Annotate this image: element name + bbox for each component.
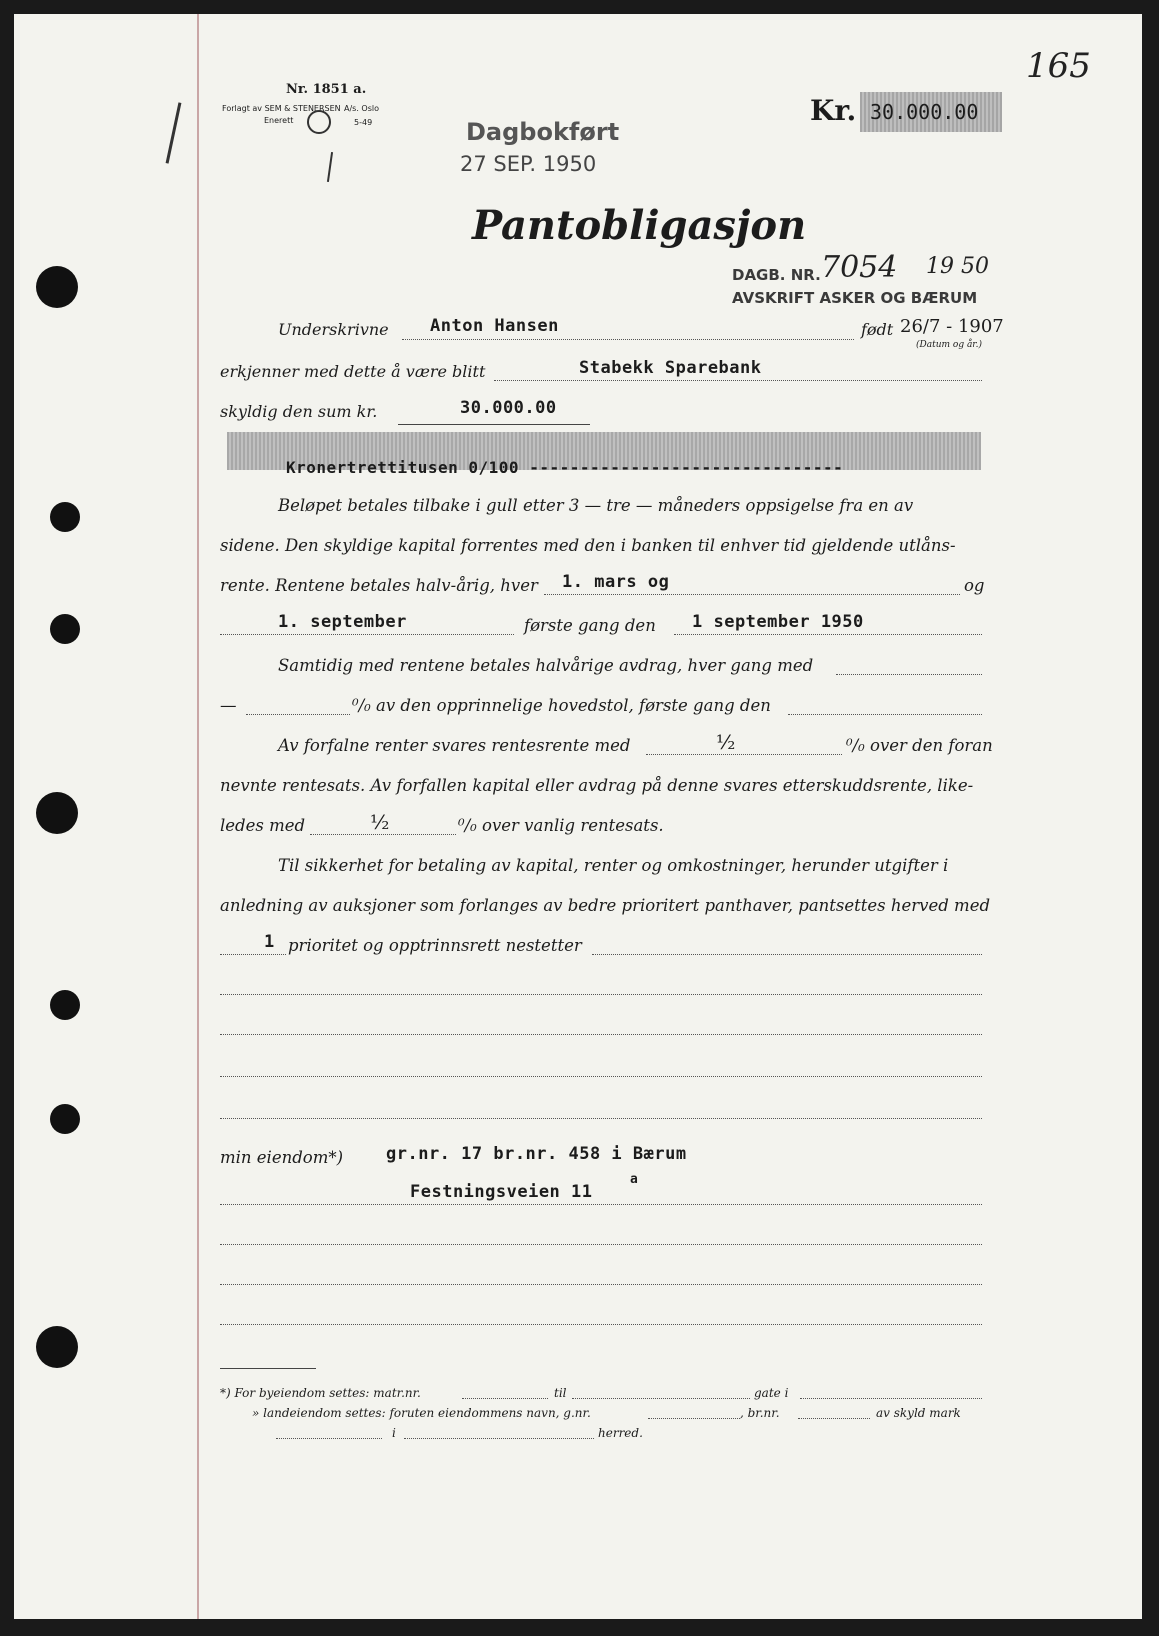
binder-hole [50, 502, 80, 532]
compound-rate-value: ½ [716, 730, 736, 754]
publisher-line: Forlagt av SEM & STENERSEN [222, 104, 341, 113]
text-line: Samtidig med rentene betales halvårige avdrag, hver gang med [278, 656, 814, 675]
publisher-date: 5-49 [354, 118, 373, 127]
footnote-fill [648, 1418, 740, 1419]
footnote-line-1c: gate i [754, 1386, 789, 1400]
text-line: Til sikkerhet for betaling av kapital, renter og omkostninger, herunder utgifter i [278, 856, 949, 875]
blank-line [220, 1324, 982, 1325]
text-line: Beløpet betales tilbake i gull etter 3 — tre — måneders oppsigelse fra en av [278, 496, 914, 515]
underskrivne-value: Anton Hansen [430, 316, 559, 336]
footnote-fill [800, 1398, 982, 1399]
property-line-2: Festningsveien 11 [410, 1182, 593, 1202]
footnote-fill [276, 1438, 382, 1439]
footnote-line-3b: herred. [598, 1426, 643, 1440]
text-line: Av forfalne renter svares rentesrente med [278, 736, 631, 755]
footnote-fill [404, 1438, 594, 1439]
installment-dash: — [220, 696, 237, 715]
footnote-fill [572, 1398, 750, 1399]
page-number: 165 [1026, 46, 1091, 86]
text-line: anledning av auksjoner som forlanges av bedre prioritert panthaver, pantsettes herved med [220, 896, 991, 915]
installment-line [836, 674, 982, 675]
late-rate-line [310, 834, 456, 835]
binder-hole [36, 266, 78, 308]
footnote-fill [462, 1398, 548, 1399]
blank-line [220, 1034, 982, 1035]
text-line: ledes med [220, 816, 306, 835]
footnote-line-3a: i [392, 1426, 396, 1440]
dagb-nr-year: 19 50 [926, 254, 989, 279]
footnote-line-2a: » landeiendom settes: foruten eiendommens navn, g.nr. [252, 1406, 591, 1420]
fodt-note: (Datum og år.) [916, 340, 982, 350]
priority-cont-line [592, 954, 982, 955]
fodt-value: 26/7 - 1907 [900, 316, 1004, 337]
pen-mark [327, 152, 333, 182]
footnote-line-1b: til [554, 1386, 567, 1400]
form-number: Nr. 1851 a. [286, 82, 367, 97]
underskrivne-line [402, 339, 854, 340]
first-time-value: 1 september 1950 [692, 612, 864, 632]
blank-line [220, 994, 982, 995]
payment-date-1: 1. mars og [562, 572, 670, 592]
sum-value: 30.000.00 [460, 398, 557, 418]
blank-line [220, 1244, 982, 1245]
property-label: min eiendom*) [220, 1148, 344, 1167]
underskrivne-label: Underskrivne [278, 320, 389, 339]
text-line: prioritet og opptrinnsrett nestetter [288, 936, 582, 955]
margin-rule [197, 14, 199, 1619]
stamp-date: 27 SEP. 1950 [460, 152, 597, 176]
footnote-line-2c: av skyld mark [876, 1406, 961, 1420]
blank-line [220, 1284, 982, 1285]
creditor-value: Stabekk Sparebank [579, 358, 762, 378]
blank-line [220, 1204, 982, 1205]
payment-date-line [544, 594, 960, 595]
late-rate-value: ½ [370, 810, 390, 834]
binder-hole [50, 990, 80, 1020]
first-time-label: første gang den [524, 616, 656, 635]
installment-pct-line [246, 714, 350, 715]
first-time-line [674, 634, 982, 635]
text-line: rente. Rentene betales halv-årig, hver [220, 576, 538, 595]
property-line-2-sup: a [630, 1172, 639, 1187]
blank-line [220, 1118, 982, 1119]
skyldig-label: skyldig den sum kr. [220, 402, 378, 421]
text-line: sidene. Den skyldige kapital forrentes med den i banken til enhver tid gjeldende utlåns- [220, 536, 956, 555]
erkjenner-label: erkjenner med dette å være blitt [220, 362, 486, 381]
binder-hole [50, 614, 80, 644]
property-line-1: gr.nr. 17 br.nr. 458 i Bærum [386, 1144, 687, 1164]
payment-date-2: 1. september [278, 612, 407, 632]
pen-mark [166, 102, 182, 163]
sum-in-words: Kronertrettitusen 0/100 ------------------------------- [286, 458, 844, 477]
footnote-fill [798, 1418, 870, 1419]
payment-date-2-line [220, 634, 514, 635]
footnote-line-2b: , br.nr. [740, 1406, 780, 1420]
document-title: Pantobligasjon [472, 202, 807, 249]
priority-line [220, 954, 286, 955]
binder-hole [50, 1104, 80, 1134]
compound-rate-line [646, 754, 842, 755]
publisher-place: A/s. Oslo [344, 104, 380, 113]
kr-label: Kr. [810, 94, 857, 127]
text-line: ⁰/₀ over den foran [846, 736, 993, 755]
footnote-rule [220, 1368, 316, 1369]
dagb-nr-value: 7054 [821, 250, 898, 285]
text-line: ⁰/₀ av den opprinnelige hovedstol, første gang den [352, 696, 771, 715]
text-line: ⁰/₀ over vanlig rentesats. [458, 816, 664, 835]
kr-amount: 30.000.00 [870, 100, 979, 124]
fodt-label: født [861, 320, 894, 339]
binder-hole [36, 792, 78, 834]
dagbokfort-stamp: Dagbokført [466, 118, 620, 146]
document-page [14, 14, 1142, 1619]
footnote-line-1a: *) For byeiendom settes: matr.nr. [220, 1386, 421, 1400]
dagb-nr-label: DAGB. NR. [732, 266, 821, 284]
installment-date-line [788, 714, 982, 715]
text-og: og [964, 576, 985, 595]
creditor-line [494, 380, 982, 381]
sum-line [398, 424, 590, 425]
binder-hole [36, 1326, 78, 1368]
publisher-logo [307, 110, 331, 134]
blank-line [220, 1076, 982, 1077]
priority-value: 1 [264, 932, 275, 952]
publisher-rights: Enerett [264, 116, 294, 125]
text-line: nevnte rentesats. Av forfallen kapital eller avdrag på denne svares etterskuddsrente, like- [220, 776, 974, 795]
office-stamp: AVSKRIFT ASKER OG BÆRUM [732, 289, 978, 307]
